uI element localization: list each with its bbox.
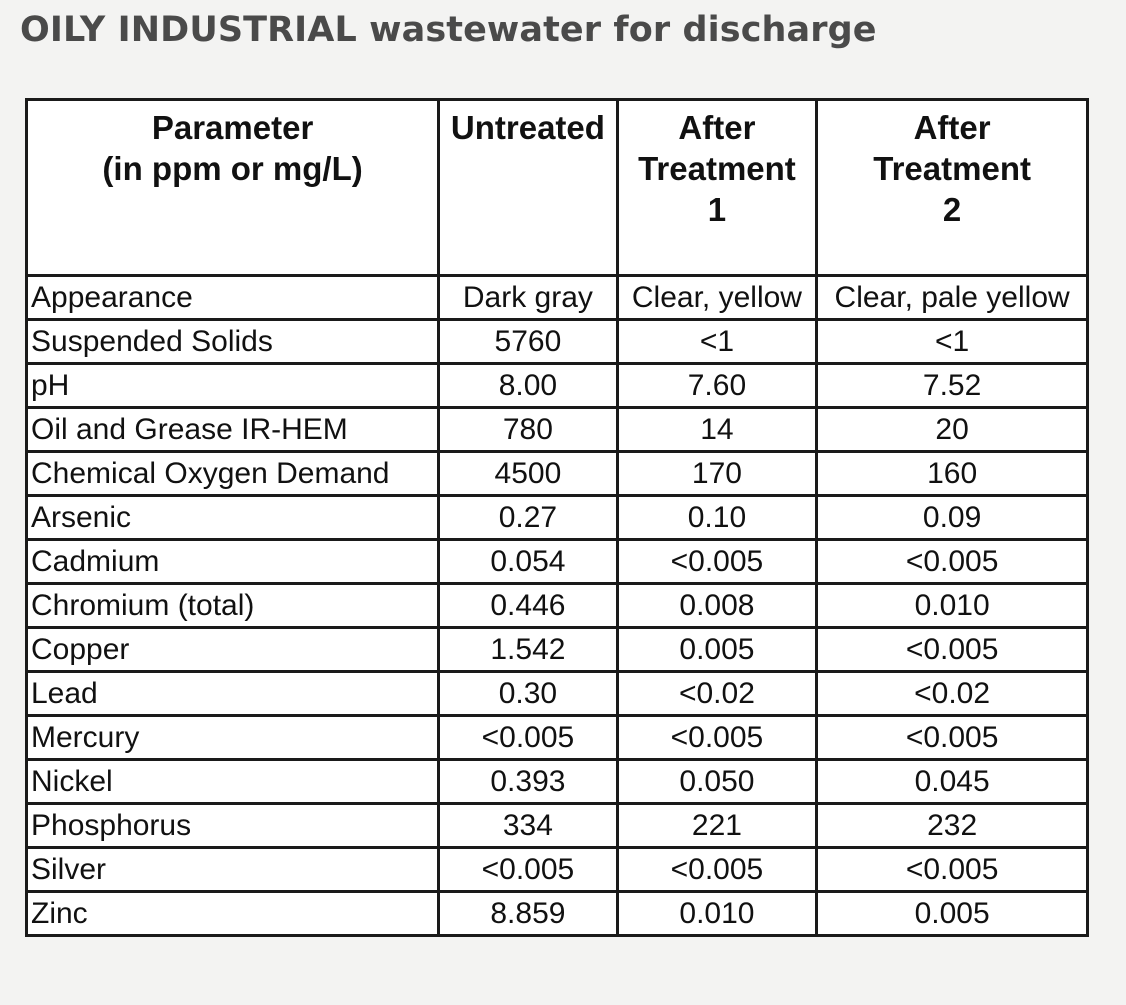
cell-untreated: 0.054 — [439, 540, 618, 584]
header-line: Parameter — [151, 109, 314, 146]
cell-treatment-2: 0.010 — [817, 584, 1088, 628]
cell-treatment-2: 0.045 — [817, 760, 1088, 804]
cell-treatment-1: 221 — [617, 804, 817, 848]
header-line: (in ppm or mg/L) — [102, 150, 363, 187]
header-line: After — [913, 109, 991, 146]
header-line: Untreated — [450, 109, 605, 146]
cell-treatment-1: 14 — [617, 408, 817, 452]
header-row — [27, 100, 1088, 276]
cell-untreated: 8.859 — [439, 892, 618, 936]
cell-parameter: pH — [27, 364, 439, 408]
cell-parameter: Cadmium — [27, 540, 439, 584]
cell-treatment-2: 0.09 — [817, 496, 1088, 540]
cell-untreated: 0.446 — [439, 584, 618, 628]
header-untreated — [439, 100, 618, 276]
cell-treatment-1: <0.005 — [617, 848, 817, 892]
cell-parameter: Mercury — [27, 716, 439, 760]
cell-untreated: 334 — [439, 804, 618, 848]
cell-parameter: Appearance — [27, 276, 439, 320]
cell-treatment-1: 0.10 — [617, 496, 817, 540]
cell-parameter: Lead — [27, 672, 439, 716]
cell-untreated: 4500 — [439, 452, 618, 496]
table-row — [27, 628, 1088, 672]
header-parameter — [27, 100, 439, 276]
table-row — [27, 760, 1088, 804]
header-line: After — [678, 109, 756, 146]
cell-untreated: 0.393 — [439, 760, 618, 804]
cell-treatment-1: 170 — [617, 452, 817, 496]
cell-untreated: 0.30 — [439, 672, 618, 716]
cell-treatment-1: <0.005 — [617, 540, 817, 584]
table-row — [27, 320, 1088, 364]
cell-treatment-1: 0.008 — [617, 584, 817, 628]
cell-parameter: Chromium (total) — [27, 584, 439, 628]
cell-treatment-2: <0.005 — [817, 716, 1088, 760]
cell-treatment-2: <1 — [817, 320, 1088, 364]
cell-treatment-2: <0.005 — [817, 628, 1088, 672]
table-row — [27, 672, 1088, 716]
cell-treatment-1: <0.005 — [617, 716, 817, 760]
cell-parameter: Silver — [27, 848, 439, 892]
header-treatment-2 — [817, 100, 1088, 276]
table-row — [27, 276, 1088, 320]
cell-treatment-1: <1 — [617, 320, 817, 364]
cell-treatment-1: Clear, yellow — [617, 276, 817, 320]
cell-untreated: <0.005 — [439, 848, 618, 892]
cell-treatment-2: 7.52 — [817, 364, 1088, 408]
table-row — [27, 496, 1088, 540]
table-row — [27, 364, 1088, 408]
page-title: OILY INDUSTRIAL wastewater for discharge — [20, 10, 877, 50]
cell-parameter: Zinc — [27, 892, 439, 936]
cell-treatment-2: Clear, pale yellow — [817, 276, 1088, 320]
header-line: 2 — [942, 191, 962, 228]
header-treatment-1 — [617, 100, 817, 276]
cell-parameter: Suspended Solids — [27, 320, 439, 364]
table-row — [27, 540, 1088, 584]
cell-treatment-1: 0.050 — [617, 760, 817, 804]
cell-treatment-1: <0.02 — [617, 672, 817, 716]
cell-untreated: 5760 — [439, 320, 618, 364]
table-row — [27, 848, 1088, 892]
header-line: Treatment — [873, 150, 1031, 187]
header-line: Treatment — [638, 150, 796, 187]
table-row — [27, 804, 1088, 848]
cell-treatment-2: 20 — [817, 408, 1088, 452]
table-row — [27, 408, 1088, 452]
table-row — [27, 716, 1088, 760]
cell-treatment-1: 7.60 — [617, 364, 817, 408]
cell-treatment-2: <0.005 — [817, 540, 1088, 584]
cell-untreated: 1.542 — [439, 628, 618, 672]
cell-parameter: Phosphorus — [27, 804, 439, 848]
cell-untreated: 8.00 — [439, 364, 618, 408]
cell-parameter: Arsenic — [27, 496, 439, 540]
cell-parameter: Copper — [27, 628, 439, 672]
cell-untreated: 0.27 — [439, 496, 618, 540]
cell-parameter: Oil and Grease IR-HEM — [27, 408, 439, 452]
cell-untreated: Dark gray — [439, 276, 618, 320]
cell-treatment-1: 0.010 — [617, 892, 817, 936]
table-row — [27, 584, 1088, 628]
cell-treatment-2: 0.005 — [817, 892, 1088, 936]
cell-treatment-2: <0.005 — [817, 848, 1088, 892]
table-row — [27, 892, 1088, 936]
table-body — [27, 276, 1088, 936]
cell-parameter: Chemical Oxygen Demand — [27, 452, 439, 496]
cell-parameter: Nickel — [27, 760, 439, 804]
cell-treatment-2: 160 — [817, 452, 1088, 496]
cell-untreated: <0.005 — [439, 716, 618, 760]
table-row — [27, 452, 1088, 496]
cell-treatment-2: 232 — [817, 804, 1088, 848]
header-line: 1 — [707, 191, 727, 228]
wastewater-table — [25, 98, 1089, 937]
cell-treatment-1: 0.005 — [617, 628, 817, 672]
cell-untreated: 780 — [439, 408, 618, 452]
cell-treatment-2: <0.02 — [817, 672, 1088, 716]
